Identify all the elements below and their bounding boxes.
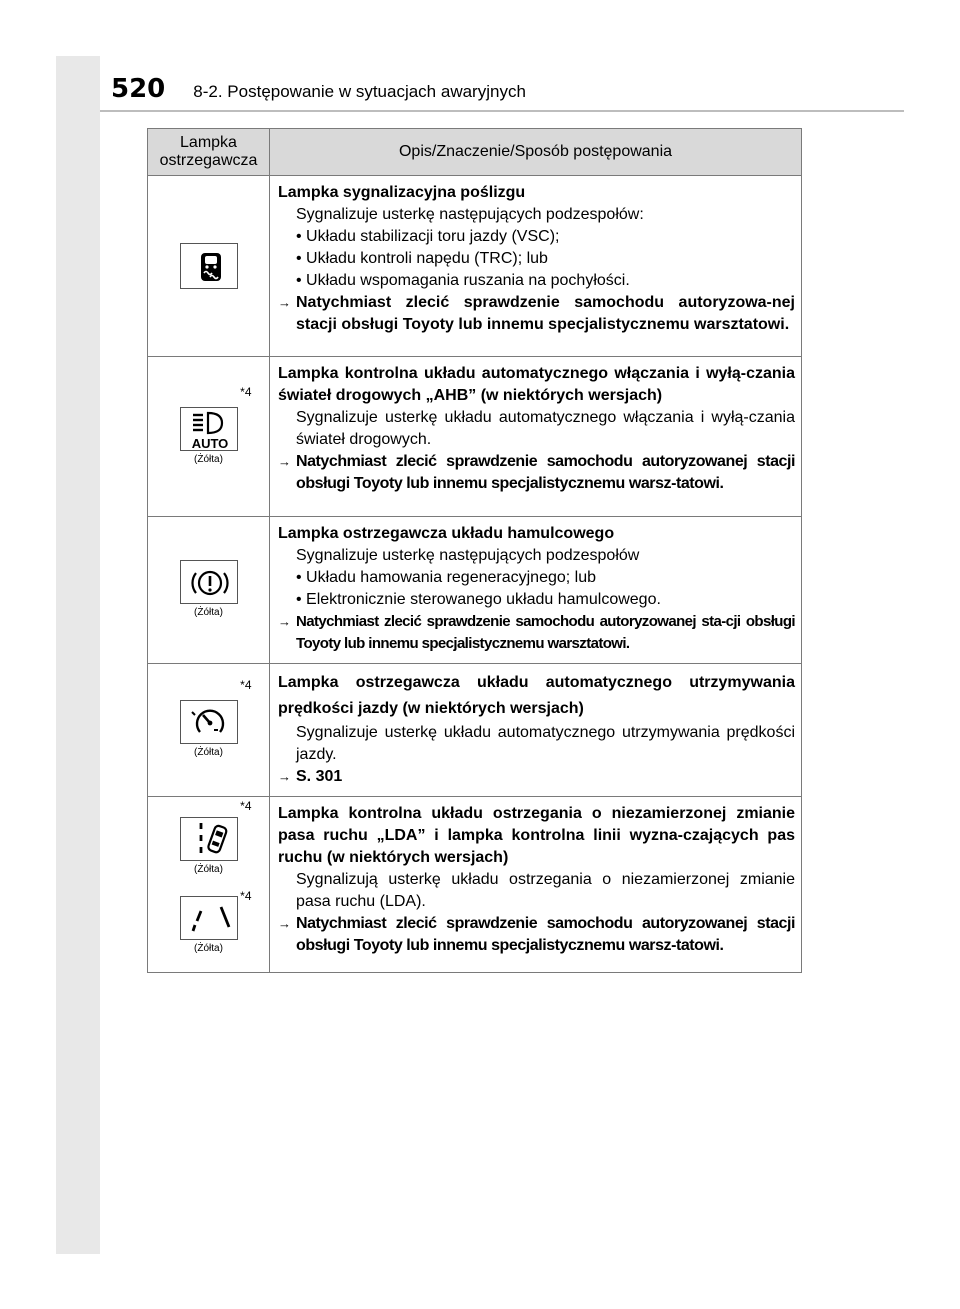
table-row — [148, 176, 802, 357]
footnote-mark: *4 — [240, 678, 252, 692]
arrow-icon: → — [278, 769, 291, 784]
lamp-action — [278, 611, 795, 655]
lamp-action — [278, 766, 795, 788]
lamp-cell — [148, 517, 270, 664]
description-cell — [270, 176, 802, 357]
list-item: • Układu wspomagania ruszania na pochyłości. — [296, 272, 630, 289]
column-header-lamp: Lampka ostrzegawcza — [148, 129, 270, 176]
lamp-title: Lampka kontrolna układu ostrzegania o niezamierzonej zmianie pasa ruchu „LDA” i lampka kontrolna linii wyzna-czających pas ruchu (w niektórych wersjach) — [278, 805, 795, 866]
lamp-title: Lampka kontrolna układu automatycznego włączania i wyłą-czania świateł drogowych „AHB” (w niektórych wersjach) — [278, 365, 795, 404]
action-text: Natychmiast zlecić sprawdzenie samochodu autoryzowa-nej stacji obsługi Toyoty lub innemu specjalistycznemu warsztatowi. — [296, 294, 795, 333]
yellow-label: (Żółta) — [194, 747, 223, 758]
description-cell — [270, 797, 802, 973]
description-cell — [270, 664, 802, 797]
lamp-description: Sygnalizuje usterkę układu automatycznego włączania i wyłą-czania świateł drogowych. — [296, 409, 795, 448]
description-cell — [270, 517, 802, 664]
lamp-icon-group — [180, 678, 252, 759]
lane-departure-alert-icon — [180, 817, 238, 861]
lamp-cell — [148, 176, 270, 357]
list-item: • Elektronicznie sterowanego układu hamulcowego. — [296, 591, 661, 608]
lamp-cell — [148, 664, 270, 797]
section-title: 8-2. Postępowanie w sytuacjach awaryjnych — [193, 82, 526, 101]
lamp-icon-group — [180, 560, 238, 619]
list-item: • Układu hamowania regeneracyjnego; lub — [296, 569, 597, 586]
header-divider — [100, 110, 904, 112]
yellow-label: (Żółta) — [194, 453, 223, 465]
table-row — [148, 357, 802, 517]
auto-high-beam-icon — [180, 407, 238, 451]
yellow-label: (Żółta) — [194, 607, 223, 618]
lamp-action — [278, 451, 795, 495]
arrow-icon: → — [278, 916, 291, 931]
action-text: S. 301 — [296, 768, 343, 785]
brake-system-warning-icon — [180, 560, 238, 604]
lamp-title: Lampka ostrzegawcza układu hamulcowego — [278, 525, 615, 542]
lamp-description: Sygnalizują usterkę układu ostrzegania o niezamierzonej zmianie pasa ruchu (LDA). — [296, 871, 795, 910]
lamp-action — [278, 913, 795, 957]
arrow-icon: → — [278, 454, 291, 469]
skid-indicator-icon — [180, 243, 238, 289]
lamp-icon-group — [180, 799, 252, 955]
page-number: 520 — [111, 74, 166, 104]
action-text: Natychmiast zlecić sprawdzenie samochodu autoryzowanej stacji obsługi Toyoty lub innemu specjalistycznemu warsz-tatowi. — [296, 915, 795, 954]
lamp-title: Lampka ostrzegawcza układu automatycznego utrzymywania prędkości jazdy (w niektórych wersjach) — [278, 674, 795, 717]
table-row — [148, 797, 802, 973]
icon-auto-text: AUTO — [191, 435, 228, 451]
lane-lines-icon — [180, 896, 238, 940]
action-text: Natychmiast zlecić sprawdzenie samochodu autoryzowanej sta-cji obsługi Toyoty lub innemu specjalistycznemu warsztatowi. — [296, 613, 795, 652]
action-text: Natychmiast zlecić sprawdzenie samochodu autoryzowanej stacji obsługi Toyoty lub innemu specjalistycznemu warsz-tatowi. — [296, 453, 795, 492]
lamp-description: Sygnalizuje usterkę układu automatycznego utrzymywania prędkości jazdy. — [296, 724, 795, 763]
yellow-label: (Żółta) — [194, 864, 223, 875]
lamp-title: Lampka sygnalizacyjna poślizgu — [278, 184, 526, 201]
list-item: • Układu kontroli napędu (TRC); lub — [296, 250, 548, 267]
arrow-icon: → — [278, 614, 291, 629]
table-header-row — [148, 129, 802, 176]
footnote-mark: *4 — [240, 384, 252, 399]
lamp-description: Sygnalizuje usterkę następujących podzespołów — [296, 547, 640, 564]
page-side-band — [56, 56, 100, 1254]
column-header-description: Opis/Znaczenie/Sposób postępowania — [270, 129, 802, 176]
cruise-control-warning-icon — [180, 700, 238, 744]
yellow-label: (Żółta) — [194, 943, 223, 954]
lamp-cell — [148, 357, 270, 517]
page-header — [111, 74, 526, 110]
warning-lights-table — [147, 128, 802, 973]
arrow-icon: → — [278, 295, 291, 310]
lamp-action — [278, 292, 795, 336]
footnote-mark: *4 — [240, 799, 252, 813]
footnote-mark: *4 — [240, 889, 252, 903]
description-cell — [270, 357, 802, 517]
lamp-icon-group — [180, 384, 252, 466]
lamp-description: Sygnalizuje usterkę następujących podzespołów: — [296, 206, 644, 223]
lamp-cell — [148, 797, 270, 973]
table-row — [148, 664, 802, 797]
table-row — [148, 517, 802, 664]
list-item: • Układu stabilizacji toru jazdy (VSC); — [296, 228, 560, 245]
